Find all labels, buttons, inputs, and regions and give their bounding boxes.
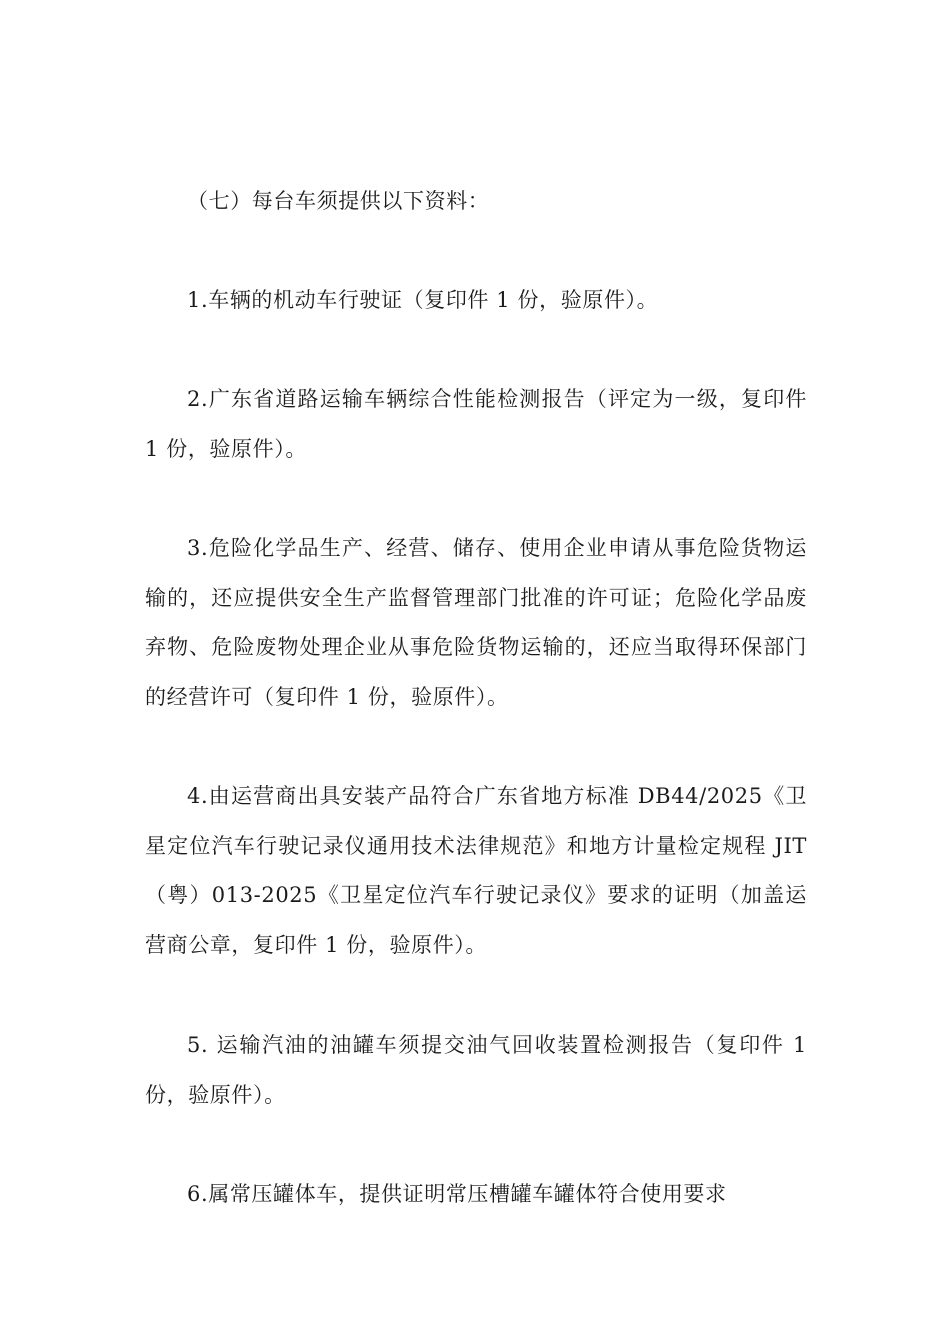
list-item-4: 4.由运营商出具安装产品符合广东省地方标准 DB44/2025《卫星定位汽车行驶记录仪通用技术法律规范》和地方计量检定规程 JIT（粤）013-2025《卫星定位汽车行驶记录仪》要求的证明（加盖运营商公章，复印件 1 份，验原件）。 xyxy=(145,784,807,957)
list-item-3: 3.危险化学品生产、经营、储存、使用企业申请从事危险货物运输的，还应提供安全生产监督管理部门批准的许可证；危险化学品废弃物、危险废物处理企业从事危险货物运输的，还应当取得环保部门的经营许可（复印件 1 份，验原件）。 xyxy=(145,536,807,709)
section-heading: （七）每台车须提供以下资料： xyxy=(187,189,490,213)
list-item-2: 2.广东省道路运输车辆综合性能检测报告（评定为一级，复印件 1 份，验原件）。 xyxy=(145,387,807,461)
list-item-5: 5. 运输汽油的油罐车须提交油气回收装置检测报告（复印件 1 份，验原件）。 xyxy=(145,1033,807,1107)
list-item-1: 1.车辆的机动车行驶证（复印件 1 份，验原件）。 xyxy=(187,288,659,312)
list-item-6: 6.属常压罐体车，提供证明常压槽罐车罐体符合使用要求 xyxy=(187,1182,727,1206)
